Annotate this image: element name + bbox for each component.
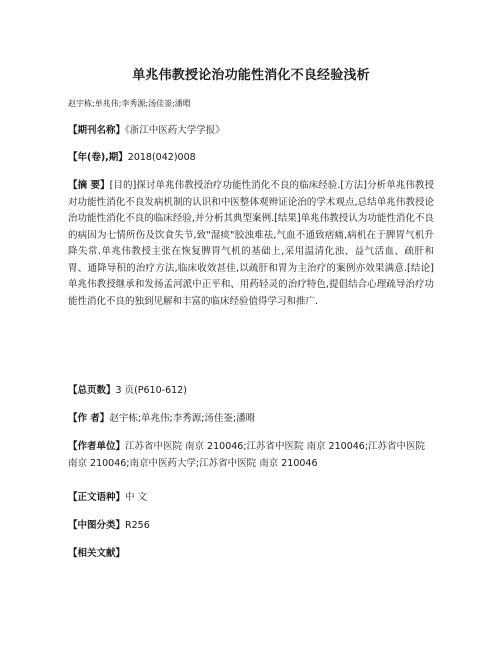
language-value: 中 文 (125, 492, 148, 503)
authors-value: 赵宇栋;单兆伟;李秀源;汤佳崟;潘嗗 (109, 413, 256, 424)
year-field (68, 150, 434, 167)
pages-value: 3 页(P610-612) (115, 385, 187, 396)
language-field (68, 490, 434, 507)
affiliation-value: 江苏省中医院 南京 210046;江苏省中医院 南京 210046;江苏省中医院 南京 210046;南京中医药大学;江苏省中医院 南京 210046 (68, 441, 426, 469)
classification-value: R256 (125, 520, 150, 531)
abstract-value: [目的]探讨单兆伟教授治疗功能性消化不良的临床经验.[方法]分析单兆伟教授对功能性消化不良发病机制的认识和中医整体观辨证论治的学术观点,总结单兆伟教授论治功能性消化不良的临床经验,并分析其典型案例.[结果]单兆伟教授认为功能性消化不良的病因为七情所伤及饮食失节,致"湿痰"胶浊难祛,气血不通致痞痛,病机在于脾胃气机升降失常.单兆伟教授主张在恢复脾胃气机的基础上,采用温清化浊、益气活血、疏肝和胃、通降导积的治疗方法,临床收效甚佳,以疏肝和胃为主治疗的案例亦效果满意.[结论]单兆伟教授继承和发扬孟河派中正平和、用药轻灵的治疗特色,提倡结合心理疏导治疗功能性消化不良的独到见解和丰富的临床经验值得学习和推广. (68, 180, 434, 307)
year-label: 【年(卷),期】 (68, 152, 128, 163)
language-label: 【正文语种】 (68, 492, 126, 503)
affiliation-label: 【作者单位】 (68, 441, 126, 452)
pages-field (68, 383, 434, 400)
related-field (68, 546, 434, 563)
year-value: 2018(042)008 (127, 152, 196, 163)
abstract-field (68, 178, 434, 310)
related-label: 【相关文献】 (68, 548, 126, 559)
authors-line: 赵宇栋;单兆伟;李秀源;汤佳崟;潘嗗 (68, 99, 191, 108)
journal-label: 【期刊名称】 (68, 125, 126, 136)
authors-field (68, 411, 434, 428)
pages-label: 【总页数】 (68, 385, 116, 396)
journal-field (68, 123, 434, 140)
abstract-label: 【摘 要】 (68, 180, 110, 191)
authors-label: 【作 者】 (68, 413, 110, 424)
affiliation-field (68, 439, 434, 472)
page-title: 单兆伟教授论治功能性消化不良经验浅析 (132, 68, 370, 83)
classification-label: 【中图分类】 (68, 520, 126, 531)
classification-field (68, 518, 434, 535)
journal-value: 《浙江中医药大学学报》 (125, 125, 225, 136)
